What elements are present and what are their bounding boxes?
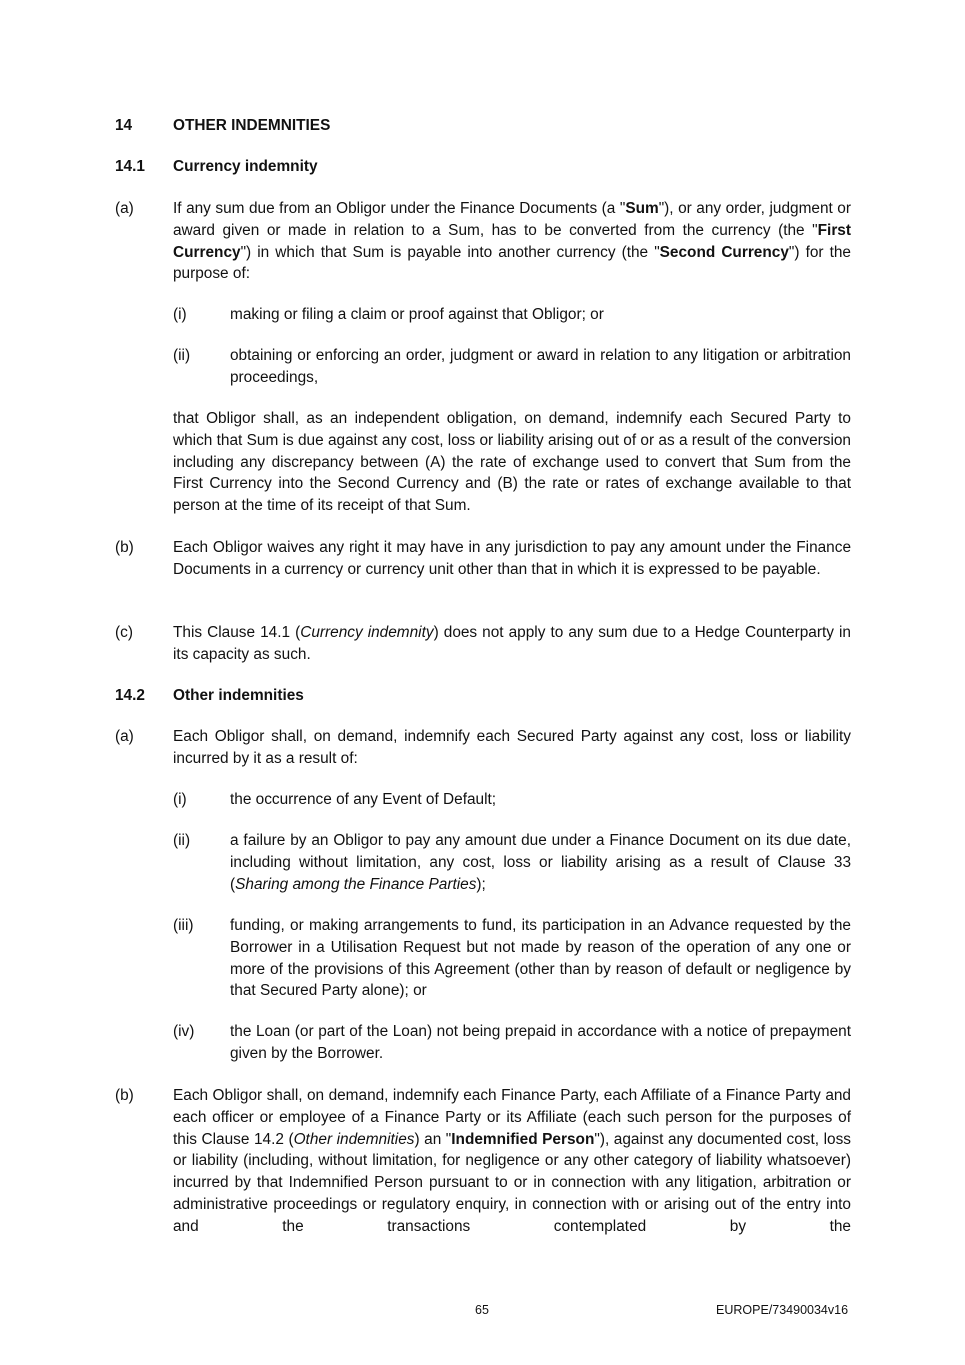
defined-term-first-currency: First Currency bbox=[173, 221, 851, 261]
clause-14-1-a-i-label: (i) bbox=[173, 306, 187, 323]
clause-14-1-a-ii-label: (ii) bbox=[173, 347, 191, 364]
clause-14-2-a-iv-text: the Loan (or part of the Loan) not being prepaid in accordance with a notice of prepayment given by the Borrower. bbox=[230, 1023, 851, 1062]
clause-14-1-b-text: Each Obligor waives any right it may have in any jurisdiction to pay any amount under the Finance Documents in a currency or currency unit other than that in which it is expressed to be payable. bbox=[173, 539, 851, 578]
clause-14-1-b-label: (b) bbox=[115, 539, 134, 556]
clause-14-2-a-i-text: the occurrence of any Event of Default; bbox=[230, 791, 497, 808]
clause-14-2-b-text: Each Obligor shall, on demand, indemnify each Finance Party, each Affiliate of a Finance Party and each officer or employee of a Finance Party or its Affiliate (each such person for the purposes of this Clause 14.2 (Other indemnities) an "Indemnified Person"), against any documented cost, loss or liability (including, without limitation, for negligence or any other category of liability whatsoever) incurred by that Indemnified Person pursuant to or in connection with any litigation, arbitration or administrative proceedings or regulatory enquiry, in connection with or arising out of the entry into and the transactions contemplated by the bbox=[173, 1087, 851, 1235]
clause-14-1-c-label: (c) bbox=[115, 624, 133, 641]
clause-14-1-title: Currency indemnity bbox=[173, 158, 318, 175]
cross-reference-title: Other indemnities bbox=[293, 1130, 415, 1148]
clause-14-1-a-text: If any sum due from an Obligor under the Finance Documents (a "Sum"), or any order, judgment or award given or made in relation to a Sum, has to be converted from the currency (the "First Currency") in which that Sum is payable into another currency (the "Second Currency") for the purpose of: bbox=[173, 200, 851, 283]
clause-14-1-a-tail: that Obligor shall, as an independent obligation, on demand, indemnify each Secured Party to which that Sum is due against any cost, loss or liability arising out of or as a result of the conversion including any discrepancy between (A) the rate of exchange used to convert that Sum from the First Currency into the Second Currency and (B) the rate or rates of exchange available to that person at the time of its receipt of that Sum. bbox=[173, 410, 851, 515]
clause-14-2-a-iii-text: funding, or making arrangements to fund, its participation in an Advance requested by the Borrower in a Utilisation Request but not made by reason of the operation of any one or more of the provisions of this Agreement (other than by reason of default or negligence by that Secured Party alone); or bbox=[230, 917, 851, 1000]
clause-14-2-a-ii-text: a failure by an Obligor to pay any amount due under a Finance Document on its due date, including without limitation, any cost, loss or liability arising as a result of Clause 33 (Sharing among the Finance Parties); bbox=[230, 832, 851, 893]
document-reference: EUROPE/73490034v16 bbox=[716, 1303, 849, 1317]
clause-14-1-number: 14.1 bbox=[115, 158, 145, 175]
clause-14-2-number: 14.2 bbox=[115, 687, 145, 704]
clause-14-2-a-iii-label: (iii) bbox=[173, 917, 194, 934]
clause-14-2-title: Other indemnities bbox=[173, 687, 304, 704]
clause-14-2-a-ii-label: (ii) bbox=[173, 832, 191, 849]
defined-term-indemnified-person: Indemnified Person bbox=[451, 1130, 595, 1148]
clause-14-1-a-label: (a) bbox=[115, 200, 134, 217]
clause-14-1-a-i-text: making or filing a claim or proof against that Obligor; or bbox=[230, 306, 604, 323]
cross-reference-title: Currency indemnity bbox=[300, 624, 434, 641]
clause-14-2-a-text: Each Obligor shall, on demand, indemnify each Secured Party against any cost, loss or liability incurred by it as a result of: bbox=[173, 728, 851, 767]
section-title: OTHER INDEMNITIES bbox=[173, 117, 331, 134]
clause-14-1-a-ii-text: obtaining or enforcing an order, judgment or award in relation to any litigation or arbitration proceedings, bbox=[230, 347, 851, 386]
cross-reference-title: Sharing among the Finance Parties bbox=[235, 875, 477, 893]
section-number: 14 bbox=[115, 117, 133, 134]
page-number: 65 bbox=[475, 1303, 489, 1317]
defined-term-sum: Sum bbox=[625, 200, 659, 217]
clause-14-2-a-label: (a) bbox=[115, 728, 134, 745]
clause-14-1-c-text: This Clause 14.1 (Currency indemnity) does not apply to any sum due to a Hedge Counterparty in its capacity as such. bbox=[173, 624, 851, 663]
clause-14-2-a-i-label: (i) bbox=[173, 791, 187, 808]
clause-14-2-b-label: (b) bbox=[115, 1087, 134, 1104]
defined-term-second-currency: Second Currency bbox=[659, 243, 789, 261]
clause-14-2-a-iv-label: (iv) bbox=[173, 1023, 195, 1040]
